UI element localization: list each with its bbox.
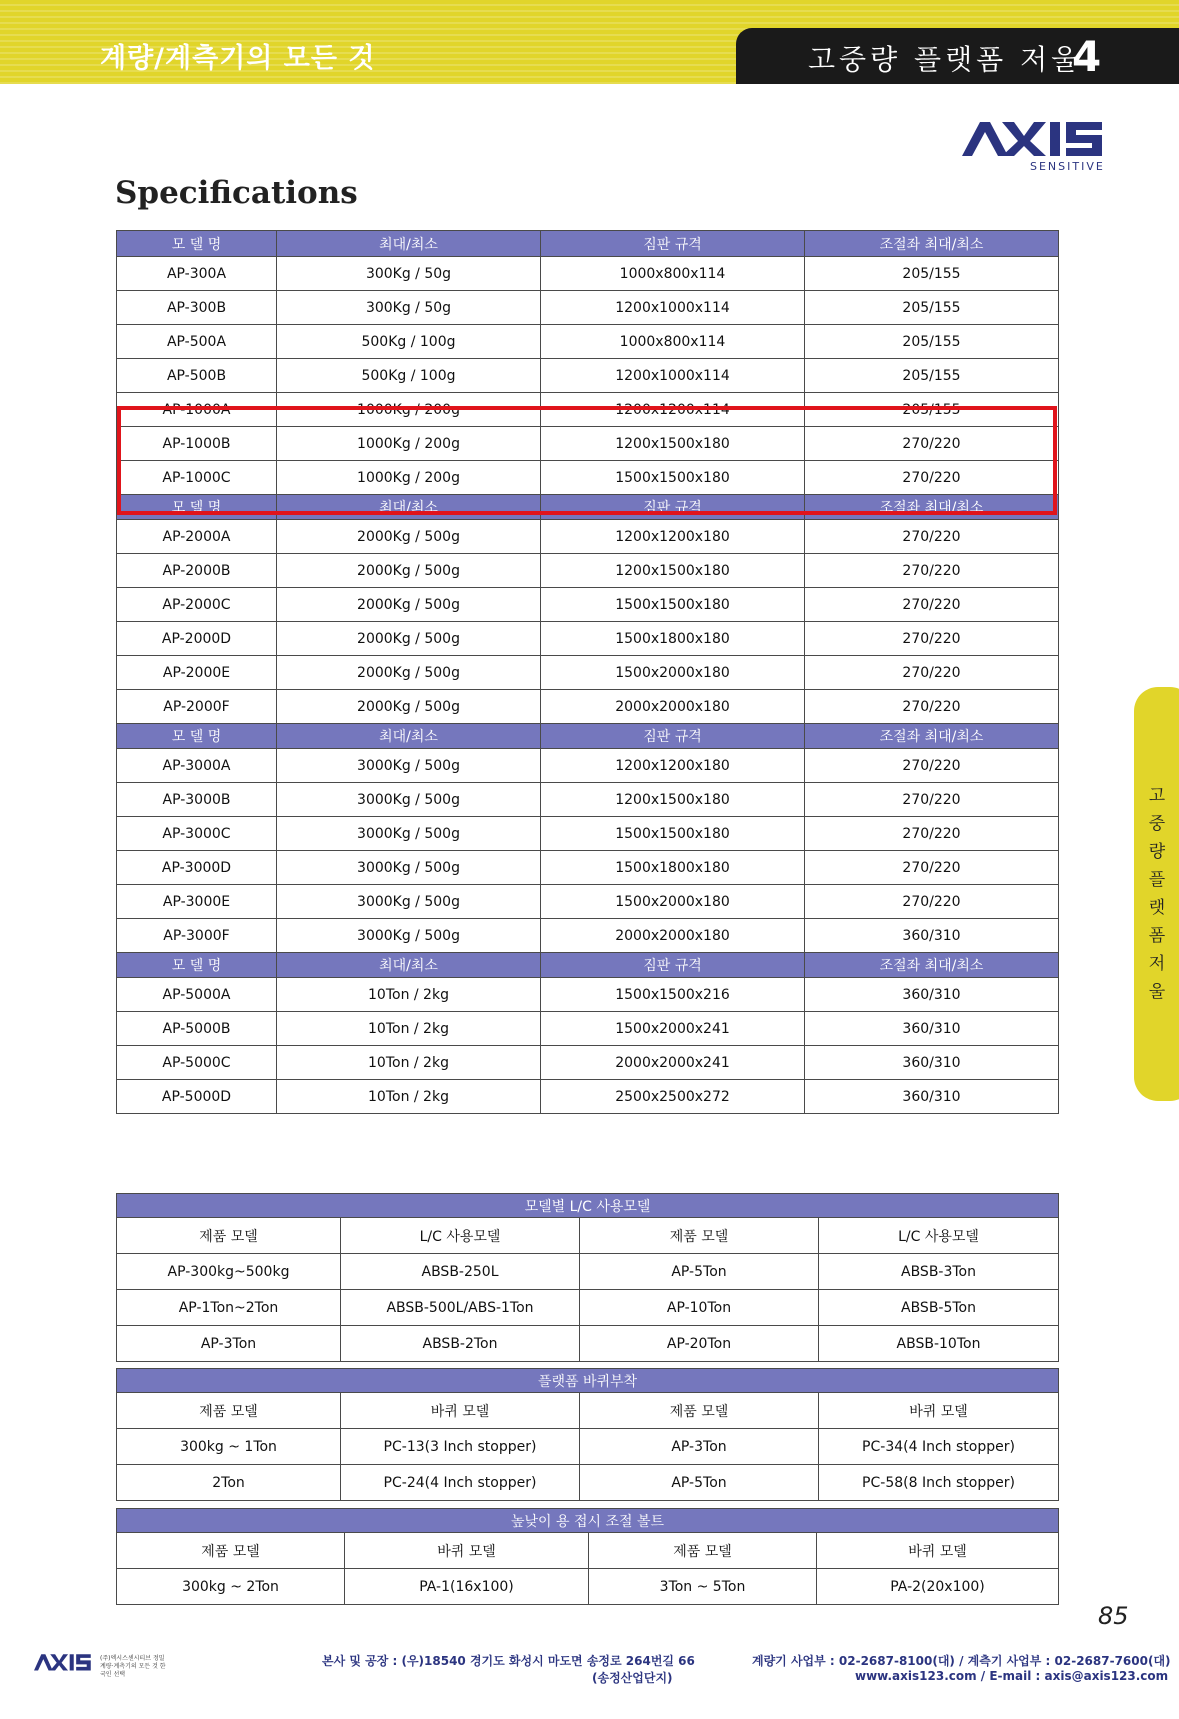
lc_table-row-cell: AP-10Ton [580,1290,819,1326]
spec-row [117,1080,1059,1114]
lc_table-header-row-cell: 제품 모델 [117,1218,341,1254]
spec-row-cell: 1500x2000x180 [541,885,805,919]
spec-row-cell: 360/310 [805,1080,1059,1114]
lc_table-row [117,1290,1059,1326]
spec-row [117,588,1059,622]
spec-row-cell: 3000Kg / 500g [277,817,541,851]
lc_table-row-cell: ABSB-2Ton [341,1326,580,1362]
lc_table-header-row-cell: L/C 사용모델 [819,1218,1059,1254]
bolt_table-header-row-cell: 제품 모델 [589,1533,817,1569]
spec-row-cell: 270/220 [805,622,1059,656]
spec-row-cell: 1500x1500x180 [541,817,805,851]
page-number: 85 [1098,1602,1129,1630]
spec-row-cell: 10Ton / 2kg [277,1080,541,1114]
spec-row-cell: 1500x2000x180 [541,656,805,690]
lc_table-row [117,1254,1059,1290]
spec-row-cell: 1500x1800x180 [541,851,805,885]
spec-row-cell: 3000Kg / 500g [277,851,541,885]
spec-row-cell: AP-2000C [117,588,277,622]
wheel_table-row-cell: PC-13(3 Inch stopper) [341,1429,580,1465]
spec-row-cell: 205/155 [805,393,1059,427]
spec-row-cell: 1200x1500x180 [541,554,805,588]
wheel_table-row [117,1465,1059,1501]
spec-header-row-cell: 최대/최소 [277,495,541,520]
spec-row-cell: AP-3000D [117,851,277,885]
spec-row-cell: AP-1000A [117,393,277,427]
spec-row [117,554,1059,588]
wheel_table-row-cell: 300kg ~ 1Ton [117,1429,341,1465]
wheel_table-row [117,1429,1059,1465]
chapter-tab [736,28,1179,84]
chapter-title: 고중량 플랫폼 저울 [808,43,1083,76]
spec-row-cell: 1200x1200x180 [541,749,805,783]
spec-row-cell: AP-1000B [117,427,277,461]
bolt_table-row-cell: 3Ton ~ 5Ton [589,1569,817,1605]
spec-row-cell: AP-2000D [117,622,277,656]
spec-header-row [117,724,1059,749]
wheel-table [116,1368,1059,1501]
spec-row [117,749,1059,783]
spec-row-cell: 2000x2000x180 [541,919,805,953]
footer-address-line2: (송정산업단지) [592,1671,673,1685]
spec-row [117,978,1059,1012]
spec-row-cell: 205/155 [805,291,1059,325]
spec-row-cell: AP-2000E [117,656,277,690]
spec-row-cell: AP-3000C [117,817,277,851]
spec-row-cell: 2000Kg / 500g [277,554,541,588]
spec-row-cell: 1200x1000x114 [541,359,805,393]
spec-row-cell: 10Ton / 2kg [277,978,541,1012]
spec-row [117,622,1059,656]
spec-row-cell: 2000Kg / 500g [277,690,541,724]
spec-row-cell: AP-300A [117,257,277,291]
spec-row-cell: 270/220 [805,427,1059,461]
spec-row-cell: AP-500B [117,359,277,393]
spec-row [117,291,1059,325]
section-title: 모델별 L/C 사용모델 [117,1194,1059,1218]
spec-row-cell: 2000Kg / 500g [277,588,541,622]
spec-row-cell: 10Ton / 2kg [277,1046,541,1080]
spec-row-cell: 1500x1500x180 [541,461,805,495]
spec-row-cell: 205/155 [805,359,1059,393]
spec-row-cell: 3000Kg / 500g [277,919,541,953]
spec-row [117,656,1059,690]
spec-header-row-cell: 모 델 명 [117,231,277,257]
spec-row-cell: 500Kg / 100g [277,359,541,393]
footer-company: (주)엑시스센시티브 정밀계량·계측기의 모든 것 한국인 선택 [100,1655,166,1678]
wheel_table-header-row-cell: 제품 모델 [117,1393,341,1429]
spec-row-cell: 360/310 [805,1046,1059,1080]
spec-header-row-cell: 최대/최소 [277,724,541,749]
spec-row-cell: 1000Kg / 200g [277,393,541,427]
spec-row-cell: AP-300B [117,291,277,325]
lc_table-row-cell: AP-5Ton [580,1254,819,1290]
spec-row [117,257,1059,291]
spec-header-row-cell: 모 델 명 [117,724,277,749]
side-tab-label: 고중량플랫폼저울 [1148,786,1166,1002]
spec-row-cell: 270/220 [805,749,1059,783]
spec-row-cell: 2500x2500x272 [541,1080,805,1114]
lc_table-row-cell: AP-20Ton [580,1326,819,1362]
lc_table-row-cell: ABSB-10Ton [819,1326,1059,1362]
spec-row-cell: 1200x1500x180 [541,427,805,461]
bolt_table-row-cell: PA-1(16x100) [345,1569,589,1605]
wheel_table-row-cell: AP-3Ton [580,1429,819,1465]
spec-header-row-cell: 짐판 규격 [541,724,805,749]
spec-row [117,520,1059,554]
lc-model-table [116,1193,1059,1362]
spec-header-row [117,231,1059,257]
spec-row-cell: 3000Kg / 500g [277,749,541,783]
spec-row [117,1012,1059,1046]
bolt_table-header-row [117,1533,1059,1569]
spec-row-cell: 1000Kg / 200g [277,461,541,495]
spec-row-cell: AP-500A [117,325,277,359]
spec-row [117,1046,1059,1080]
chapter-number: 4 [1072,32,1102,81]
spec-row-cell: 1500x1500x216 [541,978,805,1012]
spec-row [117,325,1059,359]
spec-row-cell: AP-3000F [117,919,277,953]
wheel_table-header-row-cell: 바퀴 모델 [819,1393,1059,1429]
spec-row-cell: 270/220 [805,520,1059,554]
bolt_table-row-cell: 300kg ~ 2Ton [117,1569,345,1605]
spec-header-row-cell: 모 델 명 [117,495,277,520]
spec-row [117,817,1059,851]
lc_table-title-row [117,1194,1059,1218]
spec-row-cell: 1500x1500x180 [541,588,805,622]
section-title: 플랫폼 바퀴부착 [117,1369,1059,1393]
spec-row-cell: 10Ton / 2kg [277,1012,541,1046]
lc_table-header-row-cell: 제품 모델 [580,1218,819,1254]
spec-header-row-cell: 조절좌 최대/최소 [805,724,1059,749]
spec-row-cell: 270/220 [805,554,1059,588]
spec-header-row-cell: 짐판 규격 [541,953,805,978]
bolt_table-header-row-cell: 바퀴 모델 [345,1533,589,1569]
spec-row-cell: 2000Kg / 500g [277,520,541,554]
spec-row-cell: 360/310 [805,978,1059,1012]
bolt_table-title-row [117,1509,1059,1533]
spec-row-cell: 270/220 [805,885,1059,919]
lc_table-header-row [117,1218,1059,1254]
spec-row-cell: 360/310 [805,1012,1059,1046]
highlight-box [117,406,1057,515]
spec-row-cell: 300Kg / 50g [277,291,541,325]
spec-header-row-cell: 최대/최소 [277,231,541,257]
spec-row-cell: 2000Kg / 500g [277,622,541,656]
spec-row-cell: 1000x800x114 [541,257,805,291]
spec-row-cell: 3000Kg / 500g [277,885,541,919]
spec-row-cell: AP-5000D [117,1080,277,1114]
spec-header-row-cell: 최대/최소 [277,953,541,978]
spec-row-cell: 3000Kg / 500g [277,783,541,817]
spec-row-cell: 500Kg / 100g [277,325,541,359]
spec-row-cell: AP-3000E [117,885,277,919]
lc_table-row-cell: ABSB-500L/ABS-1Ton [341,1290,580,1326]
spec-row-cell: 1200x1000x114 [541,291,805,325]
lc_table-row [117,1326,1059,1362]
footer-phone: 계량기 사업부 : 02-2687-8100(대) / 계측기 사업부 : 02-2687-7600(대) [752,1654,1171,1668]
spec-row-cell: AP-3000A [117,749,277,783]
header-left-title: 계량/계측기의 모든 것 [100,43,376,74]
lc_table-row-cell: ABSB-250L [341,1254,580,1290]
wheel_table-row-cell: PC-58(8 Inch stopper) [819,1465,1059,1501]
logo-subtitle: SENSITIVE [1030,160,1105,173]
spec-row-cell: AP-2000A [117,520,277,554]
spec-row-cell: 1200x1200x180 [541,520,805,554]
spec-row-cell: 270/220 [805,817,1059,851]
spec-header-row-cell: 짐판 규격 [541,231,805,257]
spec-row [117,885,1059,919]
spec-row-cell: 1500x1800x180 [541,622,805,656]
lc_table-row-cell: ABSB-5Ton [819,1290,1059,1326]
spec-row-cell: AP-2000B [117,554,277,588]
wheel_table-header-row-cell: 제품 모델 [580,1393,819,1429]
spec-row-cell: 270/220 [805,588,1059,622]
spec-row-cell: AP-5000A [117,978,277,1012]
spec-header-row-cell: 조절좌 최대/최소 [805,495,1059,520]
bolt_table-header-row-cell: 바퀴 모델 [817,1533,1059,1569]
spec-header-row-cell: 모 델 명 [117,953,277,978]
spec-row-cell: 270/220 [805,851,1059,885]
lc_table-header-row-cell: L/C 사용모델 [341,1218,580,1254]
footer-address: 본사 및 공장 : (우)18540 경기도 화성시 마도면 송정로 264번길 66 [322,1654,695,1668]
spec-row-cell: AP-1000C [117,461,277,495]
bolt_table-row [117,1569,1059,1605]
wheel_table-row-cell: 2Ton [117,1465,341,1501]
lc_table-row-cell: AP-3Ton [117,1326,341,1362]
spec-row [117,359,1059,393]
lc_table-row-cell: AP-1Ton~2Ton [117,1290,341,1326]
wheel_table-row-cell: PC-34(4 Inch stopper) [819,1429,1059,1465]
spec-row-cell: AP-3000B [117,783,277,817]
spec-row-cell: 205/155 [805,257,1059,291]
wheel_table-title-row [117,1369,1059,1393]
spec-row-cell: AP-5000B [117,1012,277,1046]
specifications-table [116,230,1059,1114]
spec-row-cell: 2000x2000x241 [541,1046,805,1080]
lc_table-row-cell: ABSB-3Ton [819,1254,1059,1290]
leveling-bolt-table [116,1508,1059,1605]
spec-row [117,919,1059,953]
spec-header-row-cell: 조절좌 최대/최소 [805,953,1059,978]
spec-header-row-cell: 짐판 규격 [541,495,805,520]
spec-row-cell: 1500x2000x241 [541,1012,805,1046]
footer-web-email: www.axis123.com / E-mail : axis@axis123.com [855,1669,1169,1683]
bolt_table-row-cell: PA-2(20x100) [817,1569,1059,1605]
spec-row-cell: 1200x1500x180 [541,783,805,817]
page-title: Specifications [115,175,358,211]
wheel_table-row-cell: AP-5Ton [580,1465,819,1501]
wheel_table-header-row-cell: 바퀴 모델 [341,1393,580,1429]
spec-row-cell: 1200x1200x114 [541,393,805,427]
spec-row-cell: 360/310 [805,919,1059,953]
spec-row [117,851,1059,885]
spec-row-cell: 270/220 [805,783,1059,817]
spec-row-cell: 2000x2000x180 [541,690,805,724]
spec-row-cell: AP-5000C [117,1046,277,1080]
spec-row-cell: 270/220 [805,461,1059,495]
lc_table-row-cell: AP-300kg~500kg [117,1254,341,1290]
spec-row-cell: 1000Kg / 200g [277,427,541,461]
spec-row [117,690,1059,724]
spec-row-cell: 270/220 [805,656,1059,690]
spec-header-row-cell: 조절좌 최대/최소 [805,231,1059,257]
wheel_table-row-cell: PC-24(4 Inch stopper) [341,1465,580,1501]
spec-row-cell: 300Kg / 50g [277,257,541,291]
spec-row-cell: 205/155 [805,325,1059,359]
spec-row-cell: 2000Kg / 500g [277,656,541,690]
spec-row-cell: AP-2000F [117,690,277,724]
wheel_table-header-row [117,1393,1059,1429]
spec-row [117,783,1059,817]
section-title: 높낮이 용 접시 조절 볼트 [117,1509,1059,1533]
spec-header-row [117,953,1059,978]
bolt_table-header-row-cell: 제품 모델 [117,1533,345,1569]
spec-row-cell: 1000x800x114 [541,325,805,359]
footer-axis-logo [34,1652,94,1676]
spec-row-cell: 270/220 [805,690,1059,724]
